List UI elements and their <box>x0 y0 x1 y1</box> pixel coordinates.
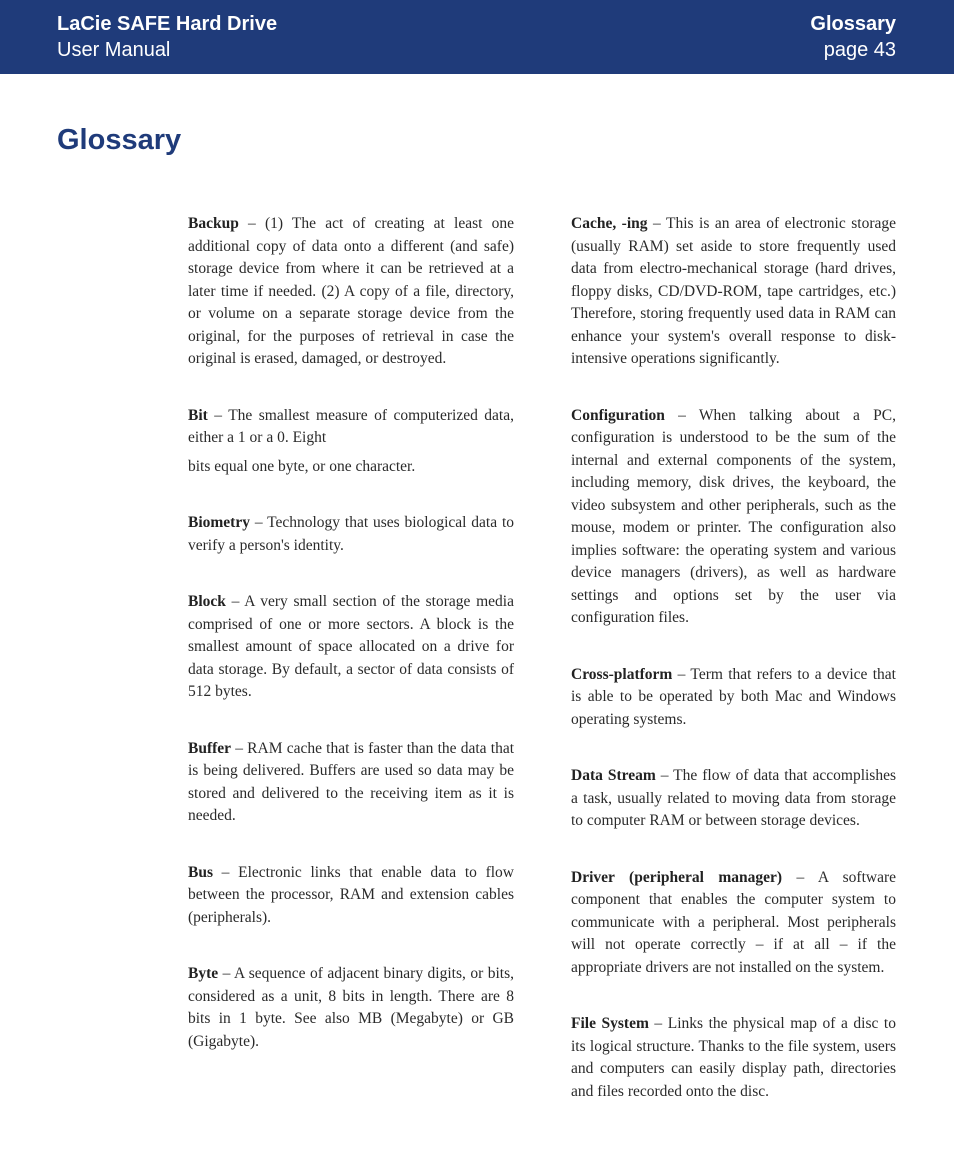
document-name: User Manual <box>57 39 171 61</box>
glossary-term: Bit <box>188 406 208 424</box>
glossary-entry-file-system <box>571 1013 896 1103</box>
glossary-entry-block <box>188 591 514 704</box>
header-right <box>810 11 896 63</box>
glossary-term: File System <box>571 1015 649 1032</box>
glossary-term: Bus <box>188 863 213 881</box>
glossary-definition-continued: bits equal one byte, or one character. <box>188 457 416 475</box>
glossary-entry-cross-platform <box>571 664 896 732</box>
glossary-definition: – When talking about a PC, configuration is understood to be the sum of the internal and external components of the system, including memory, disk drives, the keyboard, the video subsystem and other peripherals, such as the mouse, modem or printer. The configuration also implies software: the operating system and various device managers (drivers), as well as hardware settings and options set by the user via configuration files. <box>571 406 896 626</box>
page-title: Glossary <box>57 124 182 156</box>
glossary-term: Cross-platform <box>571 665 673 683</box>
header-left <box>57 11 277 63</box>
glossary-term: Cache, -ing <box>571 215 648 232</box>
page-number: page 43 <box>823 39 896 61</box>
glossary-term: Driver (peripheral manager) <box>571 868 783 886</box>
glossary-definition: – The flow of data that accomplishes a task, usually related to moving data from storage to computer RAM or between storage devices. <box>571 767 896 829</box>
glossary-column-left <box>188 213 514 1087</box>
glossary-term: Backup <box>188 215 239 232</box>
glossary-definition: – Term that refers to a device that is able to be operated by both Mac and Windows operating systems. <box>571 665 896 728</box>
page-header <box>0 0 954 74</box>
glossary-entry-buffer <box>188 738 514 828</box>
glossary-term: Biometry <box>188 514 250 531</box>
glossary-definition: – A very small section of the storage media comprised of one or more sectors. A block is the smallest amount of space allocated on a drive for data storage. By default, a sector of data consists of 512 bytes. <box>188 593 514 700</box>
glossary-definition: – Electronic links that enable data to flow between the processor, RAM and extension cables (peripherals). <box>188 863 514 926</box>
glossary-definition: – (1) The act of creating at least one additional copy of data onto a different (and safe) storage device from where it can be retrieved at a later time if needed. (2) A copy of a file, directory, or volume on a separate storage device from the original, for the purposes of retrieval in case the original is erased, damaged, or destroyed. <box>188 215 514 367</box>
glossary-entry-biometry <box>188 512 514 557</box>
glossary-term: Block <box>188 593 226 610</box>
product-name: LaCie SAFE Hard Drive <box>57 13 278 35</box>
glossary-definition: – This is an area of electronic storage (usually RAM) set aside to store frequently used data from electro-mechanical storage (hard drives, floppy disks, CD/DVD-ROM, tape cartridges, etc.) Therefore, storing frequently used data in RAM can enhance your system's overall response to disk-intensive operations significantly. <box>571 215 896 367</box>
section-name: Glossary <box>810 13 896 35</box>
glossary-definition: – A software component that enables the computer system to communicate with a peripheral. Most peripherals will not operate correctly – if at all – if the appropriate drivers are not installed on the system. <box>571 868 896 976</box>
glossary-term: Buffer <box>188 739 232 757</box>
glossary-definition: – RAM cache that is faster than the data that is being delivered. Buffers are used so data may be stored and delivered to the receiving item as it is needed. <box>188 739 514 824</box>
glossary-term: Data Stream <box>571 767 656 784</box>
glossary-definition: – The smallest measure of computerized data, either a 1 or a 0. Eight <box>188 406 514 446</box>
glossary-term: Byte <box>188 965 219 982</box>
glossary-definition: – A sequence of adjacent binary digits, or bits, considered as a unit, 8 bits in length. There are 8 bits in 1 byte. See also MB (Megabyte) or GB (Gigabyte). <box>188 965 514 1050</box>
glossary-entry-data-stream <box>571 765 896 833</box>
glossary-entry-configuration <box>571 405 896 630</box>
glossary-entry-cache <box>571 213 896 371</box>
glossary-entry-backup <box>188 213 514 371</box>
glossary-column-right <box>571 213 896 1137</box>
glossary-entry-bit <box>188 405 514 479</box>
glossary-definition: – Links the physical map of a disc to its logical structure. Thanks to the file system, users and computers can easily display path, directories and files recorded onto the disc. <box>571 1015 896 1100</box>
glossary-term: Configuration <box>571 406 665 424</box>
glossary-entry-bus <box>188 862 514 930</box>
glossary-definition: – Technology that uses biological data to verify a person's identity. <box>188 514 514 554</box>
glossary-entry-driver <box>571 867 896 980</box>
glossary-entry-byte <box>188 963 514 1053</box>
